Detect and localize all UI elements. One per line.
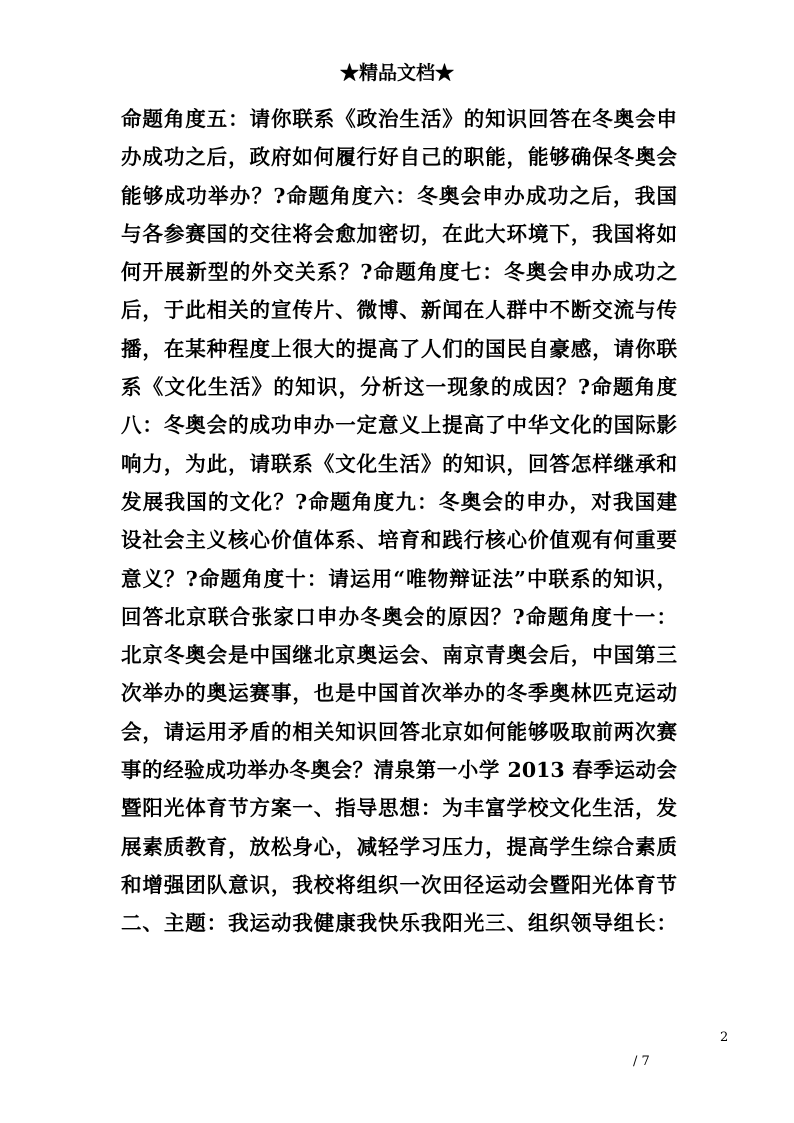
text-line: 何开展新型的外交关系？?命题角度七：冬奥会申办成功之 <box>121 260 677 285</box>
text-line: 与各参赛国的交往将会愈加密切，在此大环境下，我国将如 <box>121 221 677 246</box>
text-line: 意义？?命题角度十：请运用“唯物辩证法”中联系的知识， <box>121 566 677 591</box>
text-line: 事的经验成功举办冬奥会？清泉第一小学 2013 春季运动会 <box>121 758 677 783</box>
text-line: 响力，为此，请联系《文化生活》的知识，回答怎样继承和 <box>121 451 677 476</box>
text-line: 能够成功举办？?命题角度六：冬奥会申办成功之后，我国 <box>121 183 677 208</box>
text-line: 设社会主义核心价值体系、培育和践行核心价值观有何重要 <box>121 528 677 553</box>
text-line: 命题角度五：请你联系《政治生活》的知识回答在冬奥会申 <box>121 107 677 131</box>
document-header: ★精品文档★ <box>339 62 454 84</box>
text-line: 和增强团队意识，我校将组织一次田径运动会暨阳光体育节 <box>121 872 677 897</box>
text-line: 办成功之后，政府如何履行好自己的职能，能够确保冬奥会 <box>121 145 677 170</box>
text-line: 播，在某种程度上很大的提高了人们的国民自豪感，请你联 <box>121 336 677 361</box>
text-line: 系《文化生活》的知识，分析这一现象的成因？?命题角度 <box>121 375 677 400</box>
text-line: 次举办的奥运赛事，也是中国首次举办的冬季奥林匹克运动 <box>121 681 677 706</box>
page-total: / 7 <box>633 1054 650 1069</box>
text-line: 二、主题：我运动我健康我快乐我阳光三、组织领导组长： <box>121 911 677 936</box>
text-line: 八：冬奥会的成功申办一定意义上提高了中华文化的国际影 <box>121 413 677 438</box>
text-line: 北京冬奥会是中国继北京奥运会、南京青奥会后，中国第三 <box>121 643 677 668</box>
text-line: 发展我国的文化？?命题角度九：冬奥会的申办，对我国建 <box>121 489 677 514</box>
text-line: 回答北京联合张家口申办冬奥会的原因？?命题角度十一： <box>121 604 677 629</box>
text-line: 暨阳光体育节方案一、指导思想：为丰富学校文化生活，发 <box>121 796 677 821</box>
document-body <box>121 100 677 943</box>
page-number: 2 <box>720 1030 729 1045</box>
text-line: 展素质教育，放松身心，减轻学习压力，提高学生综合素质 <box>121 834 677 859</box>
text-line: 后，于此相关的宣传片、微博、新闻在人群中不断交流与传 <box>121 298 677 323</box>
text-line: 会，请运用矛盾的相关知识回答北京如何能够吸取前两次赛 <box>121 719 677 744</box>
